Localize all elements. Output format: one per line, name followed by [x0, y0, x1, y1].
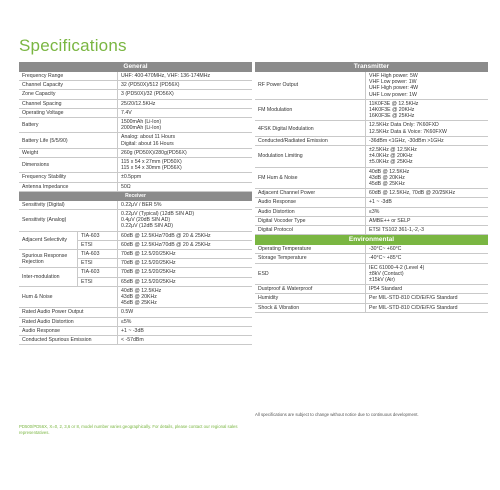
spec-value: [117, 183, 252, 191]
spec-value-line: -30°C~ +60°C: [369, 246, 402, 253]
spec-row: [19, 109, 252, 118]
spec-value: [365, 285, 488, 293]
spec-value: [117, 72, 252, 80]
spec-value-line: 115 x 54 x 30mm (PD56X): [121, 165, 182, 172]
spec-value-line: 0.22μV (Typical) (12dB SIN AD): [121, 211, 195, 218]
spec-value-line: Per MIL-STD-810 C/D/E/F/G Standard: [369, 304, 458, 311]
spec-label: Adjacent Channel Power: [258, 190, 316, 197]
spec-label: Rated Audio Power Output: [22, 309, 84, 316]
spec-row: [255, 121, 488, 136]
spec-value-line: 43dB @ 20KHz: [369, 174, 405, 181]
spec-label: Modulation Limiting: [258, 153, 303, 160]
spec-value-line: VHF High power: 5W: [369, 73, 418, 79]
spec-value-line: 7.4V: [121, 109, 132, 116]
spec-label: Conducted/Radiated Emission: [258, 137, 328, 144]
spec-value: 60dB @ 12.5KHz/70dB @ 20 & 25KHz: [117, 241, 252, 249]
spec-row: [19, 90, 252, 99]
spec-standard: ETSI: [77, 278, 117, 286]
spec-row: [255, 264, 488, 286]
spec-label: Frequency Range: [22, 73, 64, 79]
spec-label: Audio Response: [22, 327, 61, 334]
spec-value: [117, 201, 252, 209]
environmental-table: [255, 245, 488, 313]
spec-row: [255, 168, 488, 190]
spec-value-line: ≤5%: [121, 318, 132, 325]
spec-label: Spurious Response Rejection: [22, 252, 68, 265]
spec-subrow: [77, 241, 252, 249]
spec-value: [117, 336, 252, 344]
spec-label: Conducted Spurious Emission: [22, 337, 92, 344]
spec-subrow: [77, 250, 252, 259]
spec-value: [365, 121, 488, 135]
spec-value-line: 45dB @ 25KHz: [369, 181, 405, 188]
spec-row: [255, 100, 488, 122]
spec-value-line: 0.22μV / BER 5%: [121, 201, 162, 208]
spec-label: Operating Temperature: [258, 246, 312, 253]
spec-value-line: 40dB @ 12.5KHz: [369, 168, 410, 175]
spec-subrow: [77, 232, 252, 241]
receiver-table-a: [19, 201, 252, 232]
spec-label: Channel Capacity: [22, 82, 63, 89]
spec-row: [255, 189, 488, 198]
spec-value: [117, 90, 252, 98]
spec-row: [255, 137, 488, 146]
spec-row: [255, 217, 488, 226]
spec-group: [19, 268, 252, 286]
spec-value: [365, 198, 488, 206]
spec-label: ESD: [258, 270, 269, 277]
general-table: [19, 72, 252, 192]
spec-subrow: [77, 268, 252, 277]
spec-row: [19, 72, 252, 81]
right-column: [255, 62, 488, 313]
spec-value: [365, 304, 488, 312]
spec-row: [255, 198, 488, 207]
spec-label: Dimensions: [22, 162, 50, 169]
spec-value-line: 50Ω: [121, 183, 131, 190]
spec-value: [365, 208, 488, 216]
spec-value: 60dB @ 12.5KHz/70dB @ 20 & 25KHz: [117, 232, 252, 240]
spec-group: [19, 232, 252, 250]
spec-value: 65dB @ 12.5/20/25KHz: [117, 278, 252, 286]
spec-value: [117, 318, 252, 326]
spec-row: [19, 118, 252, 133]
spec-row: [19, 100, 252, 109]
spec-value-line: 43dB @ 20KHz: [121, 294, 157, 301]
spec-row: [255, 245, 488, 254]
spec-value: [117, 118, 252, 132]
spec-label: FM Modulation: [258, 107, 293, 114]
spec-value: [365, 146, 488, 167]
spec-row: [255, 304, 488, 313]
spec-value: [117, 327, 252, 335]
spec-label: Channel Spacing: [22, 100, 62, 107]
environmental-header: Environmental: [255, 235, 488, 245]
spec-row: [255, 254, 488, 263]
spec-value: [365, 137, 488, 145]
spec-value-line: 0.22μV (12dB SIN AD): [121, 223, 174, 230]
model-note: PD500/PD56X, X=0, 2, 3,6 or 8, model number varies geographically. For details, please contact our regional sales representatives.: [19, 424, 238, 435]
spec-value: 70dB @ 12.5/20/25KHz: [117, 259, 252, 267]
spec-value-line: ±4.0KHz @ 20KHz: [369, 153, 413, 160]
spec-value-line: ±0.5ppm: [121, 174, 142, 181]
spec-group: [19, 250, 252, 268]
spec-value-line: -40°C~ +85°C: [369, 255, 402, 262]
spec-value-line: 60dB @ 12.5KHz, 70dB @ 20/25KHz: [369, 190, 456, 197]
spec-value-line: UHF Low power: 1W: [369, 91, 417, 98]
spec-row: [255, 146, 488, 168]
spec-value-line: 0.5W: [121, 309, 134, 316]
spec-label: Battery: [22, 122, 39, 129]
spec-row: [19, 81, 252, 90]
spec-value: [117, 287, 252, 308]
spec-value-line: 32 (PD50X)/512 (PD56X): [121, 82, 180, 89]
spec-label: Weight: [22, 149, 39, 156]
spec-value: [365, 254, 488, 262]
spec-label: Adjacent Selectivity: [22, 237, 67, 244]
spec-label: Dustproof & Waterproof: [258, 286, 313, 293]
spec-value: [365, 217, 488, 225]
spec-value: [365, 100, 488, 121]
spec-value-line: -36dBm <1GHz, -30dBm >1GHz: [369, 137, 444, 144]
spec-label: Sensitivity (Analog): [22, 217, 67, 224]
spec-label: FM Hum & Noise: [258, 174, 298, 181]
spec-value: [365, 264, 488, 285]
spec-value: [117, 210, 252, 231]
spec-value-line: AMBE++ or SELP: [369, 217, 411, 224]
spec-row: [19, 158, 252, 173]
spec-label: 4FSK Digital Modulation: [258, 125, 314, 132]
spec-value: [365, 226, 488, 234]
spec-value-line: 12.5KHz Data & Voice: 7K60FXW: [369, 128, 447, 135]
spec-value: [117, 81, 252, 89]
spec-value-line: ETSI TS102 361-1,-2,-3: [369, 227, 424, 234]
spec-label: Hum & Noise: [22, 294, 53, 301]
spec-label: Digital Vocoder Type: [258, 217, 306, 224]
spec-value-line: 2000mAh (Li-Ion): [121, 125, 162, 132]
spec-label: Sensitivity (Digital): [22, 201, 65, 208]
left-column: [19, 62, 252, 345]
spec-label: Battery Life (5/5/90): [22, 137, 68, 144]
spec-standard: TIA-603: [77, 232, 117, 240]
spec-value-line: IP54 Standard: [369, 286, 403, 293]
spec-value: [365, 294, 488, 302]
general-header: General: [19, 62, 252, 72]
spec-value-line: ±15kV (Air): [369, 277, 395, 284]
spec-value-line: 12.5KHz Data Only: 7K60FXD: [369, 122, 439, 129]
spec-value-line: +1 ~ -3dB: [369, 199, 392, 206]
spec-value-line: UHF High power: 4W: [369, 85, 419, 92]
spec-value: [365, 72, 488, 99]
spec-row: [19, 210, 252, 232]
spec-value-line: 16K0F3E @ 25KHz: [369, 113, 415, 120]
spec-value-line: UHF: 400-470MHz, VHF: 136-174MHz: [121, 73, 211, 79]
spec-value: [117, 109, 252, 117]
spec-subrow: [77, 259, 252, 267]
spec-value-line: 25/20/12.5KHz: [121, 100, 156, 107]
spec-row: [255, 294, 488, 303]
spec-value-line: 45dB @ 25KHz: [121, 300, 157, 307]
spec-label: Storage Temperature: [258, 255, 307, 262]
spec-standard: TIA-603: [77, 268, 117, 276]
spec-value-line: ±5.0KHz @ 25KHz: [369, 159, 413, 166]
spec-value-line: 115 x 54 x 27mm (PD50X): [121, 159, 182, 166]
spec-subrow: [77, 278, 252, 286]
spec-value: [117, 173, 252, 181]
spec-value-line: VHF Low power: 1W: [369, 79, 417, 86]
spec-value-line: 1500mAh (Li-Ion): [121, 119, 162, 126]
spec-label: RF Power Output: [258, 82, 299, 89]
spec-row: [255, 72, 488, 100]
spec-value: 70dB @ 12.5/20/25KHz: [117, 268, 252, 276]
spec-standard: ETSI: [77, 241, 117, 249]
spec-row: [19, 149, 252, 158]
spec-value-line: 0.4μV (20dB SIN AD): [121, 217, 171, 224]
specs-disclaimer: All specifications are subject to change without notice due to continuous development.: [255, 412, 419, 417]
spec-row: [19, 183, 252, 192]
spec-row: [19, 173, 252, 182]
spec-label: Shock & Vibration: [258, 304, 300, 311]
spec-value-line: ≤3%: [369, 208, 380, 215]
spec-value: [365, 245, 488, 253]
spec-value-line: 260g (PD50X)/280g(PD56X): [121, 149, 187, 156]
transmitter-table: [255, 72, 488, 235]
spec-row: [19, 133, 252, 148]
spec-value: [117, 158, 252, 172]
spec-label: Humidity: [258, 295, 279, 302]
spec-value-line: 3 (PD50X)/32 (PD56X): [121, 91, 174, 98]
spec-label: Audio Distortion: [258, 208, 295, 215]
transmitter-header: Transmitter: [255, 62, 488, 72]
spec-standard: TIA-603: [77, 250, 117, 258]
spec-row: [255, 208, 488, 217]
spec-value-line: 40dB @ 12.5KHz: [121, 287, 162, 294]
spec-label: Inter-modulation: [22, 274, 60, 281]
spec-value-line: Analog: about 11 Hours: [121, 134, 176, 141]
spec-row: [19, 318, 252, 327]
spec-value-line: Per MIL-STD-810 C/D/E/F/G Standard: [369, 295, 458, 302]
spec-label: Rated Audio Distortion: [22, 318, 74, 325]
page-title: Specifications: [19, 36, 127, 55]
receiver-table-b: [19, 287, 252, 345]
spec-value-line: 14K0F3E @ 20KHz: [369, 107, 415, 114]
spec-row: [255, 226, 488, 235]
spec-value: 70dB @ 12.5/20/25KHz: [117, 250, 252, 258]
spec-value-line: 11K0F3E @ 12.5KHz: [369, 100, 419, 107]
spec-label: Digital Protocol: [258, 227, 293, 234]
spec-value-line: IEC 61000-4-2 (Level 4): [369, 264, 425, 271]
spec-value: [365, 189, 488, 197]
spec-value: [117, 133, 252, 147]
spec-row: [255, 285, 488, 294]
spec-value: [117, 100, 252, 108]
spec-value: [117, 308, 252, 316]
spec-label: Antenna Impedance: [22, 183, 69, 190]
spec-row: [19, 336, 252, 345]
spec-value-line: +1 ~ -3dB: [121, 327, 144, 334]
spec-value: [365, 168, 488, 189]
spec-value-line: Digital: about 16 Hours: [121, 140, 174, 147]
receiver-header: Receiver: [19, 192, 252, 201]
spec-value: [117, 149, 252, 157]
spec-label: Operating Voltage: [22, 109, 64, 116]
spec-value-line: ±8kV (Contact): [369, 270, 404, 277]
spec-value-line: < -57dBm: [121, 337, 144, 344]
spec-value-line: ±2.5KHz @ 12.5KHz: [369, 147, 417, 154]
spec-row: [19, 308, 252, 317]
spec-label: Audio Response: [258, 199, 297, 206]
spec-row: [19, 201, 252, 210]
receiver-groups: [19, 232, 252, 287]
spec-row: [19, 287, 252, 309]
spec-row: [19, 327, 252, 336]
spec-label: Frequency Stability: [22, 174, 67, 181]
spec-standard: ETSI: [77, 259, 117, 267]
spec-label: Zone Capacity: [22, 91, 56, 98]
